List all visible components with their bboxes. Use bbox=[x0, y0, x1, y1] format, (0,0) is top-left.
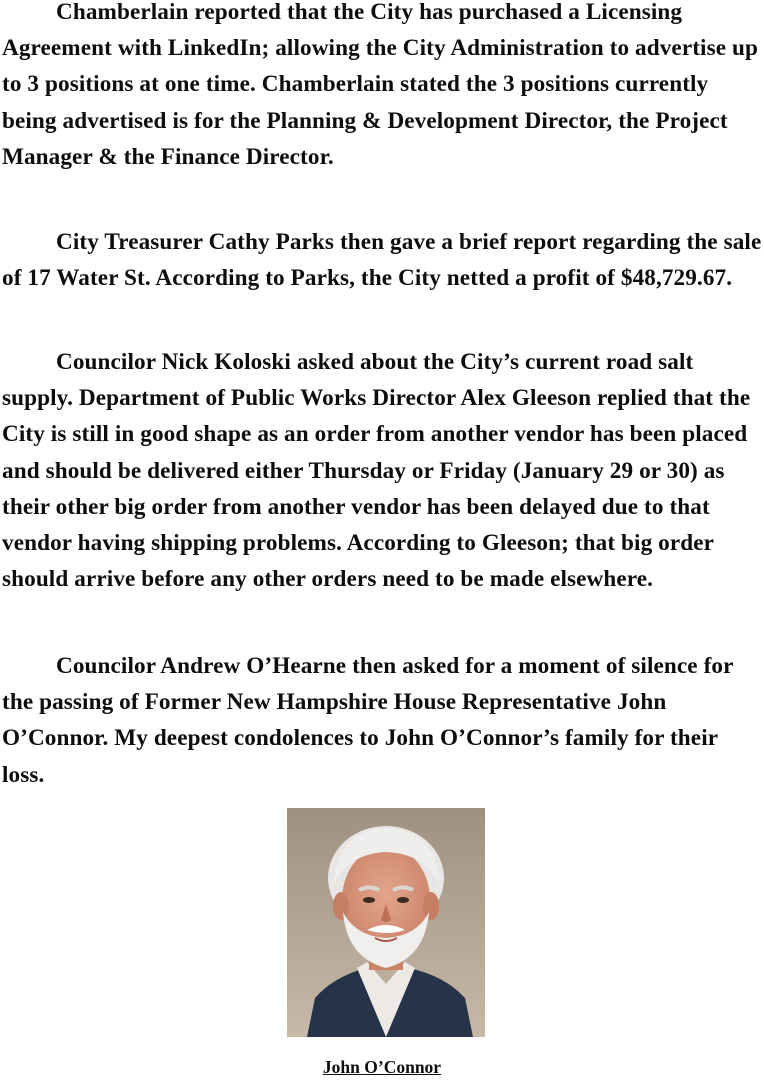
paragraph-road-salt-supply: Councilor Nick Koloski asked about the City’s current road salt supply. Department of Public Works Director Alex Gleeson replied that the City is still in good shape as an order from another vendor has been placed and should be delivered either Thursday or Friday (January 29 or 30) as their other big order from another vendor has been delayed due to that vendor having shipping problems. According to Gleeson; that big order should arrive before any other orders need to be made elsewhere. bbox=[2, 349, 751, 593]
paragraph-moment-of-silence: Councilor Andrew O’Hearne then asked for a moment of silence for the passing of Former New Hampshire House Representative John O’Connor. My deepest condolences to John O’Connor’s family for their loss. bbox=[2, 653, 734, 788]
photo-caption: John O’Connor bbox=[322, 1057, 442, 1077]
paragraph-linkedin-licensing: Chamberlain reported that the City has purchased a Licensing Agreement with LinkedIn; allowing the City Administration to advertise up to 3 positions at one time. Chamberlain stated the 3 positions currently being advertised is for the Planning & Development Director, the Project Manager & the Finance Director. bbox=[2, 0, 758, 170]
paragraph-treasurer-report: City Treasurer Cathy Parks then gave a brief report regarding the sale of 17 Water St. According to Parks, the City netted a profit of $48,729.67. bbox=[2, 229, 762, 292]
portrait-illustration bbox=[287, 808, 485, 1037]
portrait-photo bbox=[287, 808, 485, 1037]
